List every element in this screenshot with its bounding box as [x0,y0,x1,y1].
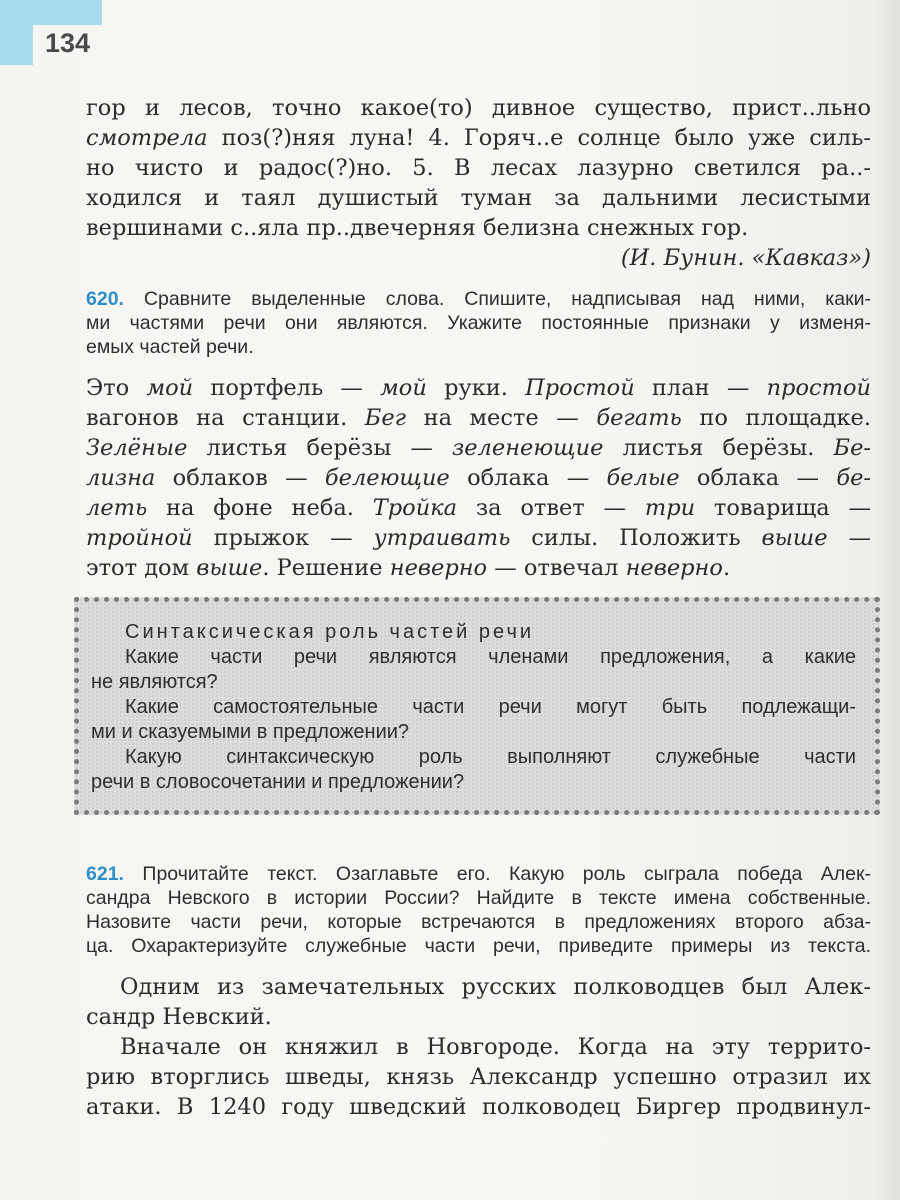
text-line [86,433,871,463]
text-line [86,373,871,403]
text-run: по площадке. [681,405,871,431]
task-line: Назовите части речи, которые встречаются в предложениях второго абза- [86,911,871,933]
text-line [86,493,871,523]
text-run: за ответ — [457,495,645,521]
text-line: Одним из замечательных русских полководцев был Алек- [120,974,871,1000]
text-run: силы. Положить [510,525,762,551]
text-line: речи в словосочетании и предложении? [91,771,465,793]
text-run: облаков — [155,465,325,491]
exercise-621-text [86,972,871,1122]
highlighted-word: бегать [596,405,682,431]
task-line: ца. Охарактеризуйте служебные части речи, приведите примеры из текста. [86,935,871,957]
highlighted-word: выше [196,555,263,581]
text-run: на фоне неба. [147,495,373,521]
highlighted-word: белые [606,465,680,491]
exercise-621-task [86,862,871,958]
text-line [86,553,871,583]
text-run: прыжок — [192,525,374,551]
text-line: рию вторглись шведы, князь Александр успешно отразил их [86,1064,871,1090]
task-line: ми частями речи они являются. Укажите постоянные признаки у изменя- [86,312,871,334]
text-run: руки. [426,375,526,401]
rule-title: Синтаксическая роль частей речи [125,621,535,643]
text-line [86,523,871,553]
highlighted-word: Бег [364,405,407,431]
text-run: товарища — [695,495,871,521]
task-line: Сравните выделенные слова. Спишите, надписывая над ними, каки- [143,288,871,310]
text-run: Это [86,375,147,401]
highlighted-word: бе- [836,465,872,491]
text-line: ми и сказуемыми в предложении? [91,721,410,743]
text-run: . [722,555,731,581]
text-line [86,213,871,243]
highlighted-word: мой [146,375,194,401]
text-line [86,183,871,213]
text-run: облака — [449,465,607,491]
text-run: листья берёзы — [187,435,452,461]
text-run: на месте — [406,405,597,431]
text-line: сандр Невский. [86,1004,272,1030]
text-run: ходился и таял душистый туман за дальними лесистыми [86,185,871,211]
text-run: но чисто и радос(?)но. 5. В лесах лазурно светился ра..- [86,155,871,181]
text-line [86,93,871,123]
highlighted-word: утраивать [373,525,511,551]
highlighted-word: простой [766,375,871,401]
exercise-number: 620. [86,288,124,310]
text-line: Какие части речи являются членами предложения, а какие [125,646,856,668]
text-line: атаки. В 1240 году шведский полководец Биргер продвинул- [86,1094,871,1120]
text-run: поз(?)няя луна! 4. Горяч..е солнце было уже силь- [207,125,871,151]
text-run: вершинами с..яла пр..двечерняя белизна снежных гор. [86,215,749,241]
text-run: вагонов на станции. [86,405,365,431]
task-line: емых частей речи. [86,336,254,358]
exercise-number: 621. [86,863,124,885]
highlighted-word: Тройка [372,495,458,521]
exercise-620-text [86,373,871,583]
highlighted-word: неверно [625,555,723,581]
page-corner-tab [0,0,102,25]
highlighted-word: Бе- [833,435,871,461]
highlighted-word: выше [761,525,828,551]
highlighted-word: белеющие [324,465,450,491]
text-run: — [827,525,872,551]
text-line [86,153,871,183]
text-run: портфель — [193,375,381,401]
text-run: план — [634,375,767,401]
text-line: не являются? [91,671,218,693]
highlighted-word: смотрела [86,125,208,151]
attribution: (И. Бунин. «Кавказ») [620,245,871,271]
text-line: Какую синтаксическую роль выполняют служебные части [125,746,856,768]
text-run: . Решение [262,555,390,581]
task-line: Прочитайте текст. Озаглавьте его. Какую роль сыграла победа Алек- [142,863,872,885]
text-run: этот дом [86,555,197,581]
exercise-620-task [86,287,871,359]
highlighted-word: мой [380,375,427,401]
text-line [86,123,871,153]
text-run: листья берёзы. [603,435,834,461]
highlighted-word: неверно [389,555,488,581]
highlighted-word: лизна [86,465,156,491]
text-run: — отвечал [487,555,626,581]
highlighted-word: Зелёные [86,435,188,461]
task-line: сандра Невского в истории России? Найдите в тексте имена собственные. [86,887,871,909]
text-line [86,463,871,493]
highlighted-word: Простой [525,375,635,401]
highlighted-word: зеленеющие [451,435,604,461]
text-line: Вначале он княжил в Новгороде. Когда на эту террито- [120,1034,871,1060]
text-run: гор и лесов, точно какое(то) дивное существо, прист..льно [86,95,871,121]
exercise-619-continuation [86,93,871,273]
text-line: Какие самостоятельные части речи могут быть подлежащи- [125,696,856,718]
page-number: 134 [45,28,91,58]
highlighted-word: три [644,495,696,521]
text-line [86,403,871,433]
highlighted-word: леть [86,495,148,521]
rule-box [74,597,880,815]
text-run: облака — [679,465,837,491]
page-corner-tab-lower [0,25,33,65]
highlighted-word: тройной [86,525,193,551]
